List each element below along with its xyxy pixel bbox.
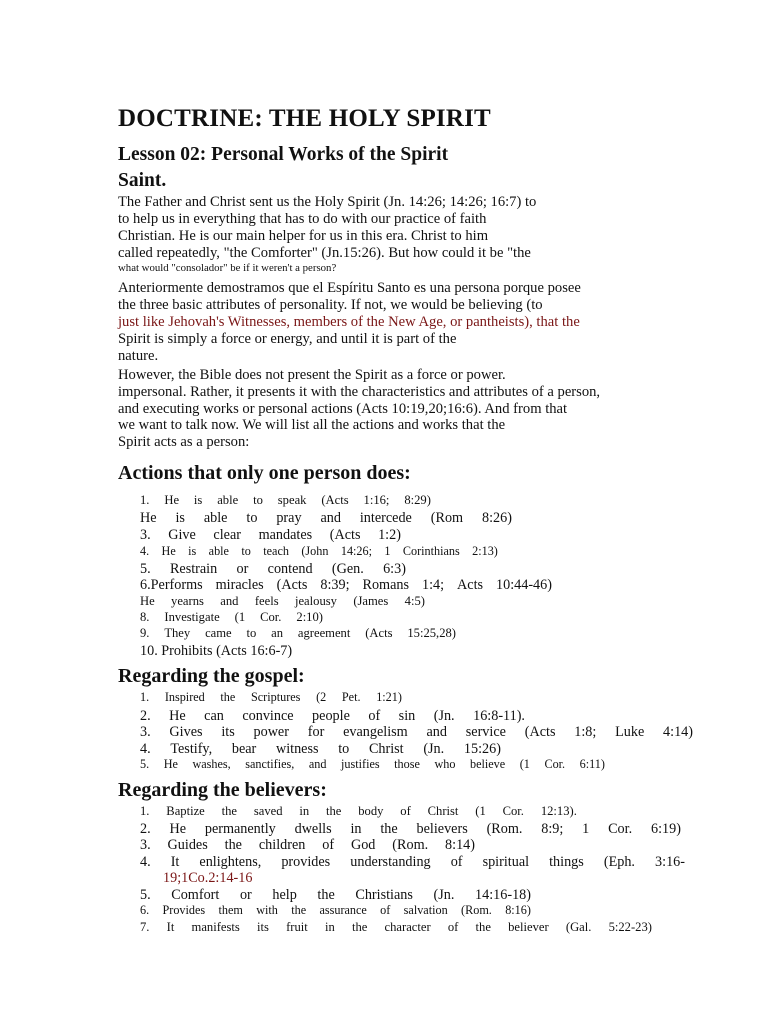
word: the	[475, 920, 491, 934]
word: Comfort	[171, 887, 220, 903]
word: is	[175, 510, 185, 526]
word: of	[447, 920, 459, 934]
list-item	[140, 805, 577, 818]
word: 8:9;	[541, 821, 564, 837]
word: 3.	[140, 837, 151, 853]
word: salvation	[403, 903, 448, 917]
word: 6:19)	[650, 821, 681, 837]
word: 12:13).	[540, 804, 577, 818]
word: contend	[267, 561, 313, 577]
word: (Acts	[321, 493, 349, 507]
intro-line: Christian. He is our main helper for us in this era. Christ to him	[118, 228, 489, 244]
word: 6.	[140, 903, 150, 917]
word: (Jn.	[433, 708, 455, 724]
list-item	[140, 742, 501, 756]
word: 8:14)	[445, 837, 475, 853]
word: body	[358, 804, 384, 818]
word: of	[322, 837, 335, 853]
word: feels	[254, 594, 279, 608]
word: 4:5)	[404, 594, 425, 608]
word: of	[368, 708, 381, 724]
word: Guides	[167, 837, 208, 853]
word: (Acts	[276, 577, 308, 593]
word: (Acts	[365, 626, 393, 640]
word: understanding	[350, 854, 431, 870]
word: provides	[281, 854, 331, 870]
word: He	[140, 510, 157, 526]
word: believer	[508, 920, 549, 934]
word: 6.Performs	[140, 577, 203, 593]
word: 8:29)	[404, 493, 431, 507]
lesson-title-line-1: Lesson 02: Personal Works of the Spirit	[118, 144, 449, 165]
word: 3.	[140, 527, 151, 543]
word: 1:4;	[421, 577, 445, 593]
word: in	[299, 804, 310, 818]
word: Baptize	[166, 804, 205, 818]
word: pray	[276, 510, 302, 526]
list-item	[140, 904, 531, 916]
word: its	[221, 724, 235, 740]
word: fruit	[286, 920, 308, 934]
word: (Acts	[524, 724, 556, 740]
word: 4.	[140, 854, 151, 870]
word: an	[271, 626, 284, 640]
word: (Gal.	[565, 920, 592, 934]
word: Pet.	[341, 690, 361, 704]
word: sin	[398, 708, 416, 724]
word: 8:39;	[320, 577, 350, 593]
word: the	[326, 804, 342, 818]
list-item: 10. Prohibits (Acts 16:6-7)	[140, 643, 293, 659]
intro-line: what would "consolador" be if it weren't a person?	[118, 262, 337, 274]
list-item	[140, 822, 681, 836]
word: 1.	[140, 690, 150, 704]
word: or	[236, 561, 249, 577]
word: the	[380, 821, 398, 837]
word: or	[239, 887, 252, 903]
list-item	[140, 921, 652, 934]
word: 5:22-23)	[608, 920, 652, 934]
word: 4.	[140, 544, 150, 558]
word: Acts	[457, 577, 484, 593]
word: of	[400, 804, 411, 818]
word: in	[324, 920, 335, 934]
list-item	[140, 709, 525, 723]
word: Testify,	[170, 741, 213, 757]
word: 4.	[140, 741, 151, 757]
word: saved	[253, 804, 283, 818]
list-item	[140, 511, 512, 525]
word: 1:2)	[378, 527, 401, 543]
word: (Jn.	[423, 741, 445, 757]
word: Gives	[169, 724, 203, 740]
word: 1:16;	[363, 493, 390, 507]
word: He	[164, 493, 180, 507]
word: (John	[301, 544, 329, 558]
word: Luke	[615, 724, 645, 740]
word: 6:3)	[383, 561, 406, 577]
word: and	[220, 594, 239, 608]
word: mandates	[258, 527, 313, 543]
word: children	[258, 837, 306, 853]
list-item	[140, 578, 552, 592]
word: justifies	[341, 757, 380, 771]
word: and	[308, 757, 327, 771]
intro-line: to help us in everything that has to do with our practice of faith	[118, 211, 487, 227]
word: Provides	[162, 903, 206, 917]
word: washes,	[192, 757, 231, 771]
word: things	[549, 854, 584, 870]
word: to	[338, 741, 350, 757]
word: of	[450, 854, 463, 870]
list-item	[140, 888, 531, 902]
para2-line: nature.	[118, 348, 159, 364]
word: He	[161, 544, 176, 558]
word: the	[224, 837, 242, 853]
word: 10:44-46)	[496, 577, 552, 593]
para2-line: Spirit is simply a force or energy, and until it is part of the	[118, 331, 457, 347]
word: came	[205, 626, 232, 640]
word: Cor.	[502, 804, 524, 818]
word: 8:16)	[505, 903, 531, 917]
word: those	[394, 757, 420, 771]
word: 1.	[140, 804, 150, 818]
word: (Acts	[329, 527, 361, 543]
word: (Rom	[430, 510, 464, 526]
word: Give	[168, 527, 196, 543]
section-heading-believers: Regarding the believers:	[118, 779, 327, 801]
word: 2.	[140, 708, 151, 724]
word: power	[253, 724, 289, 740]
word: Investigate	[164, 610, 220, 624]
para2-line-highlight: just like Jehovah's Witnesses, members of the New Age, or pantheists), that the	[118, 314, 580, 330]
word: (Rom.	[392, 837, 429, 853]
word: evangelism	[343, 724, 408, 740]
word: to	[246, 510, 258, 526]
word: He	[169, 821, 187, 837]
word: They	[164, 626, 191, 640]
word: clear	[213, 527, 241, 543]
word: the	[317, 887, 335, 903]
word: the	[221, 804, 237, 818]
word: He	[140, 594, 155, 608]
intro-line: called repeatedly, "the Comforter" (Jn.15:26). But how could it be "the	[118, 245, 531, 261]
word: intercede	[359, 510, 412, 526]
word: who	[434, 757, 456, 771]
list-item	[140, 627, 456, 640]
word: 5.	[140, 887, 151, 903]
word: is	[188, 544, 197, 558]
para3-line: Spirit acts as a person:	[118, 434, 250, 450]
word: 5.	[140, 757, 150, 771]
word: witness	[275, 741, 319, 757]
lesson-title-line-2: Saint.	[118, 170, 167, 191]
word: (2	[316, 690, 327, 704]
word: help	[272, 887, 297, 903]
list-item	[140, 855, 685, 869]
word: (Jn.	[433, 887, 455, 903]
word: 14:16-18)	[475, 887, 531, 903]
list-item	[140, 595, 425, 608]
word: Inspired	[164, 690, 205, 704]
word: 1	[384, 544, 391, 558]
word: 1.	[140, 493, 150, 507]
word: 15:26)	[463, 741, 501, 757]
word: He	[169, 708, 186, 724]
word: teach	[263, 544, 289, 558]
para2-line: the three basic attributes of personality. If not, we would be believing (to	[118, 297, 543, 313]
list-item	[140, 611, 323, 624]
word: It	[166, 920, 175, 934]
word: 1	[582, 821, 590, 837]
word: (1	[234, 610, 246, 624]
word: for	[307, 724, 325, 740]
list-item	[140, 838, 475, 852]
para3-line: impersonal. Rather, it presents it with the characteristics and attributes of a person,	[118, 384, 601, 400]
word: (Gen.	[331, 561, 364, 577]
word: Cor.	[608, 821, 633, 837]
word: (1	[475, 804, 486, 818]
word: (Eph.	[603, 854, 635, 870]
section-heading-gospel: Regarding the gospel:	[118, 665, 305, 687]
word: 8:26)	[481, 510, 512, 526]
word: 6:11)	[579, 757, 605, 771]
word: 3:16-	[655, 854, 685, 870]
word: the	[220, 690, 236, 704]
word: 2:13)	[472, 544, 498, 558]
word: Cor.	[260, 610, 282, 624]
word: 2:10)	[296, 610, 323, 624]
section-heading-actions: Actions that only one person does:	[118, 462, 411, 484]
word: Corinthians	[402, 544, 460, 558]
word: agreement	[297, 626, 351, 640]
word: 15:25,28)	[407, 626, 456, 640]
intro-line: The Father and Christ sent us the Holy Spirit (Jn. 14:26; 14:26; 16:7) to	[118, 194, 537, 210]
word: sanctifies,	[245, 757, 295, 771]
word: to	[253, 493, 263, 507]
word: people	[312, 708, 350, 724]
word: and	[320, 510, 341, 526]
word: of	[380, 903, 391, 917]
list-item	[140, 528, 401, 542]
word: 8.	[140, 610, 150, 624]
word: 1:21)	[376, 690, 402, 704]
word: believe	[470, 757, 506, 771]
word: (Rom.	[461, 903, 492, 917]
list-item	[140, 758, 605, 770]
word: bear	[231, 741, 257, 757]
word: (1	[519, 757, 530, 771]
doc-title: DOCTRINE: THE HOLY SPIRIT	[118, 105, 491, 132]
word: the	[351, 920, 368, 934]
word: can	[204, 708, 224, 724]
list-item	[140, 691, 402, 703]
list-item	[140, 562, 406, 576]
word: 4:14)	[663, 724, 693, 740]
word: Cor.	[544, 757, 566, 771]
word: able	[217, 493, 239, 507]
word: Christians	[355, 887, 413, 903]
word: (James	[353, 594, 389, 608]
word: Scriptures	[250, 690, 301, 704]
word: service	[465, 724, 506, 740]
word: and	[426, 724, 447, 740]
word: character	[384, 920, 431, 934]
word: permanently	[204, 821, 276, 837]
word: miracles	[215, 577, 264, 593]
word: the	[291, 903, 307, 917]
word: to	[246, 626, 257, 640]
list-item	[140, 494, 431, 507]
word: dwells	[294, 821, 332, 837]
word: 9.	[140, 626, 150, 640]
word: with	[256, 903, 278, 917]
word: 2.	[140, 821, 151, 837]
word: Christ	[368, 741, 404, 757]
word: (Rom.	[486, 821, 523, 837]
word: manifests	[191, 920, 240, 934]
para3-line: However, the Bible does not present the Spirit as a force or power.	[118, 367, 506, 383]
word: its	[257, 920, 269, 934]
word: jealousy	[294, 594, 337, 608]
word: Restrain	[169, 561, 218, 577]
word: believers	[416, 821, 468, 837]
word: able	[203, 510, 228, 526]
para2-line: Anteriormente demostramos que el Espíritu Santo es una persona porque posee	[118, 280, 581, 296]
list-item	[140, 725, 693, 739]
word: speak	[277, 493, 307, 507]
word: 7.	[140, 920, 150, 934]
word: It	[170, 854, 180, 870]
word: assurance	[319, 903, 367, 917]
word: able	[208, 544, 229, 558]
para3-line: we want to talk now. We will list all the actions and works that the	[118, 417, 506, 433]
word: Romans	[362, 577, 410, 593]
word: 5.	[140, 561, 151, 577]
word: 1:8;	[574, 724, 597, 740]
list-item	[140, 545, 498, 557]
word: spiritual	[482, 854, 530, 870]
word: in	[350, 821, 362, 837]
word: yearns	[171, 594, 204, 608]
word: 3.	[140, 724, 151, 740]
word: Christ	[427, 804, 459, 818]
para3-line: and executing works or personal actions (Acts 10:19,20;16:6). And from that	[118, 401, 568, 417]
word: convince	[242, 708, 294, 724]
word: enlightens,	[199, 854, 262, 870]
word: 16:8-11).	[473, 708, 525, 724]
list-item-continuation: 19;1Co.2:14-16	[163, 870, 253, 886]
word: is	[193, 493, 203, 507]
word: to	[241, 544, 251, 558]
word: 14:26;	[340, 544, 372, 558]
word: He	[163, 757, 178, 771]
word: them	[218, 903, 243, 917]
word: God	[350, 837, 376, 853]
